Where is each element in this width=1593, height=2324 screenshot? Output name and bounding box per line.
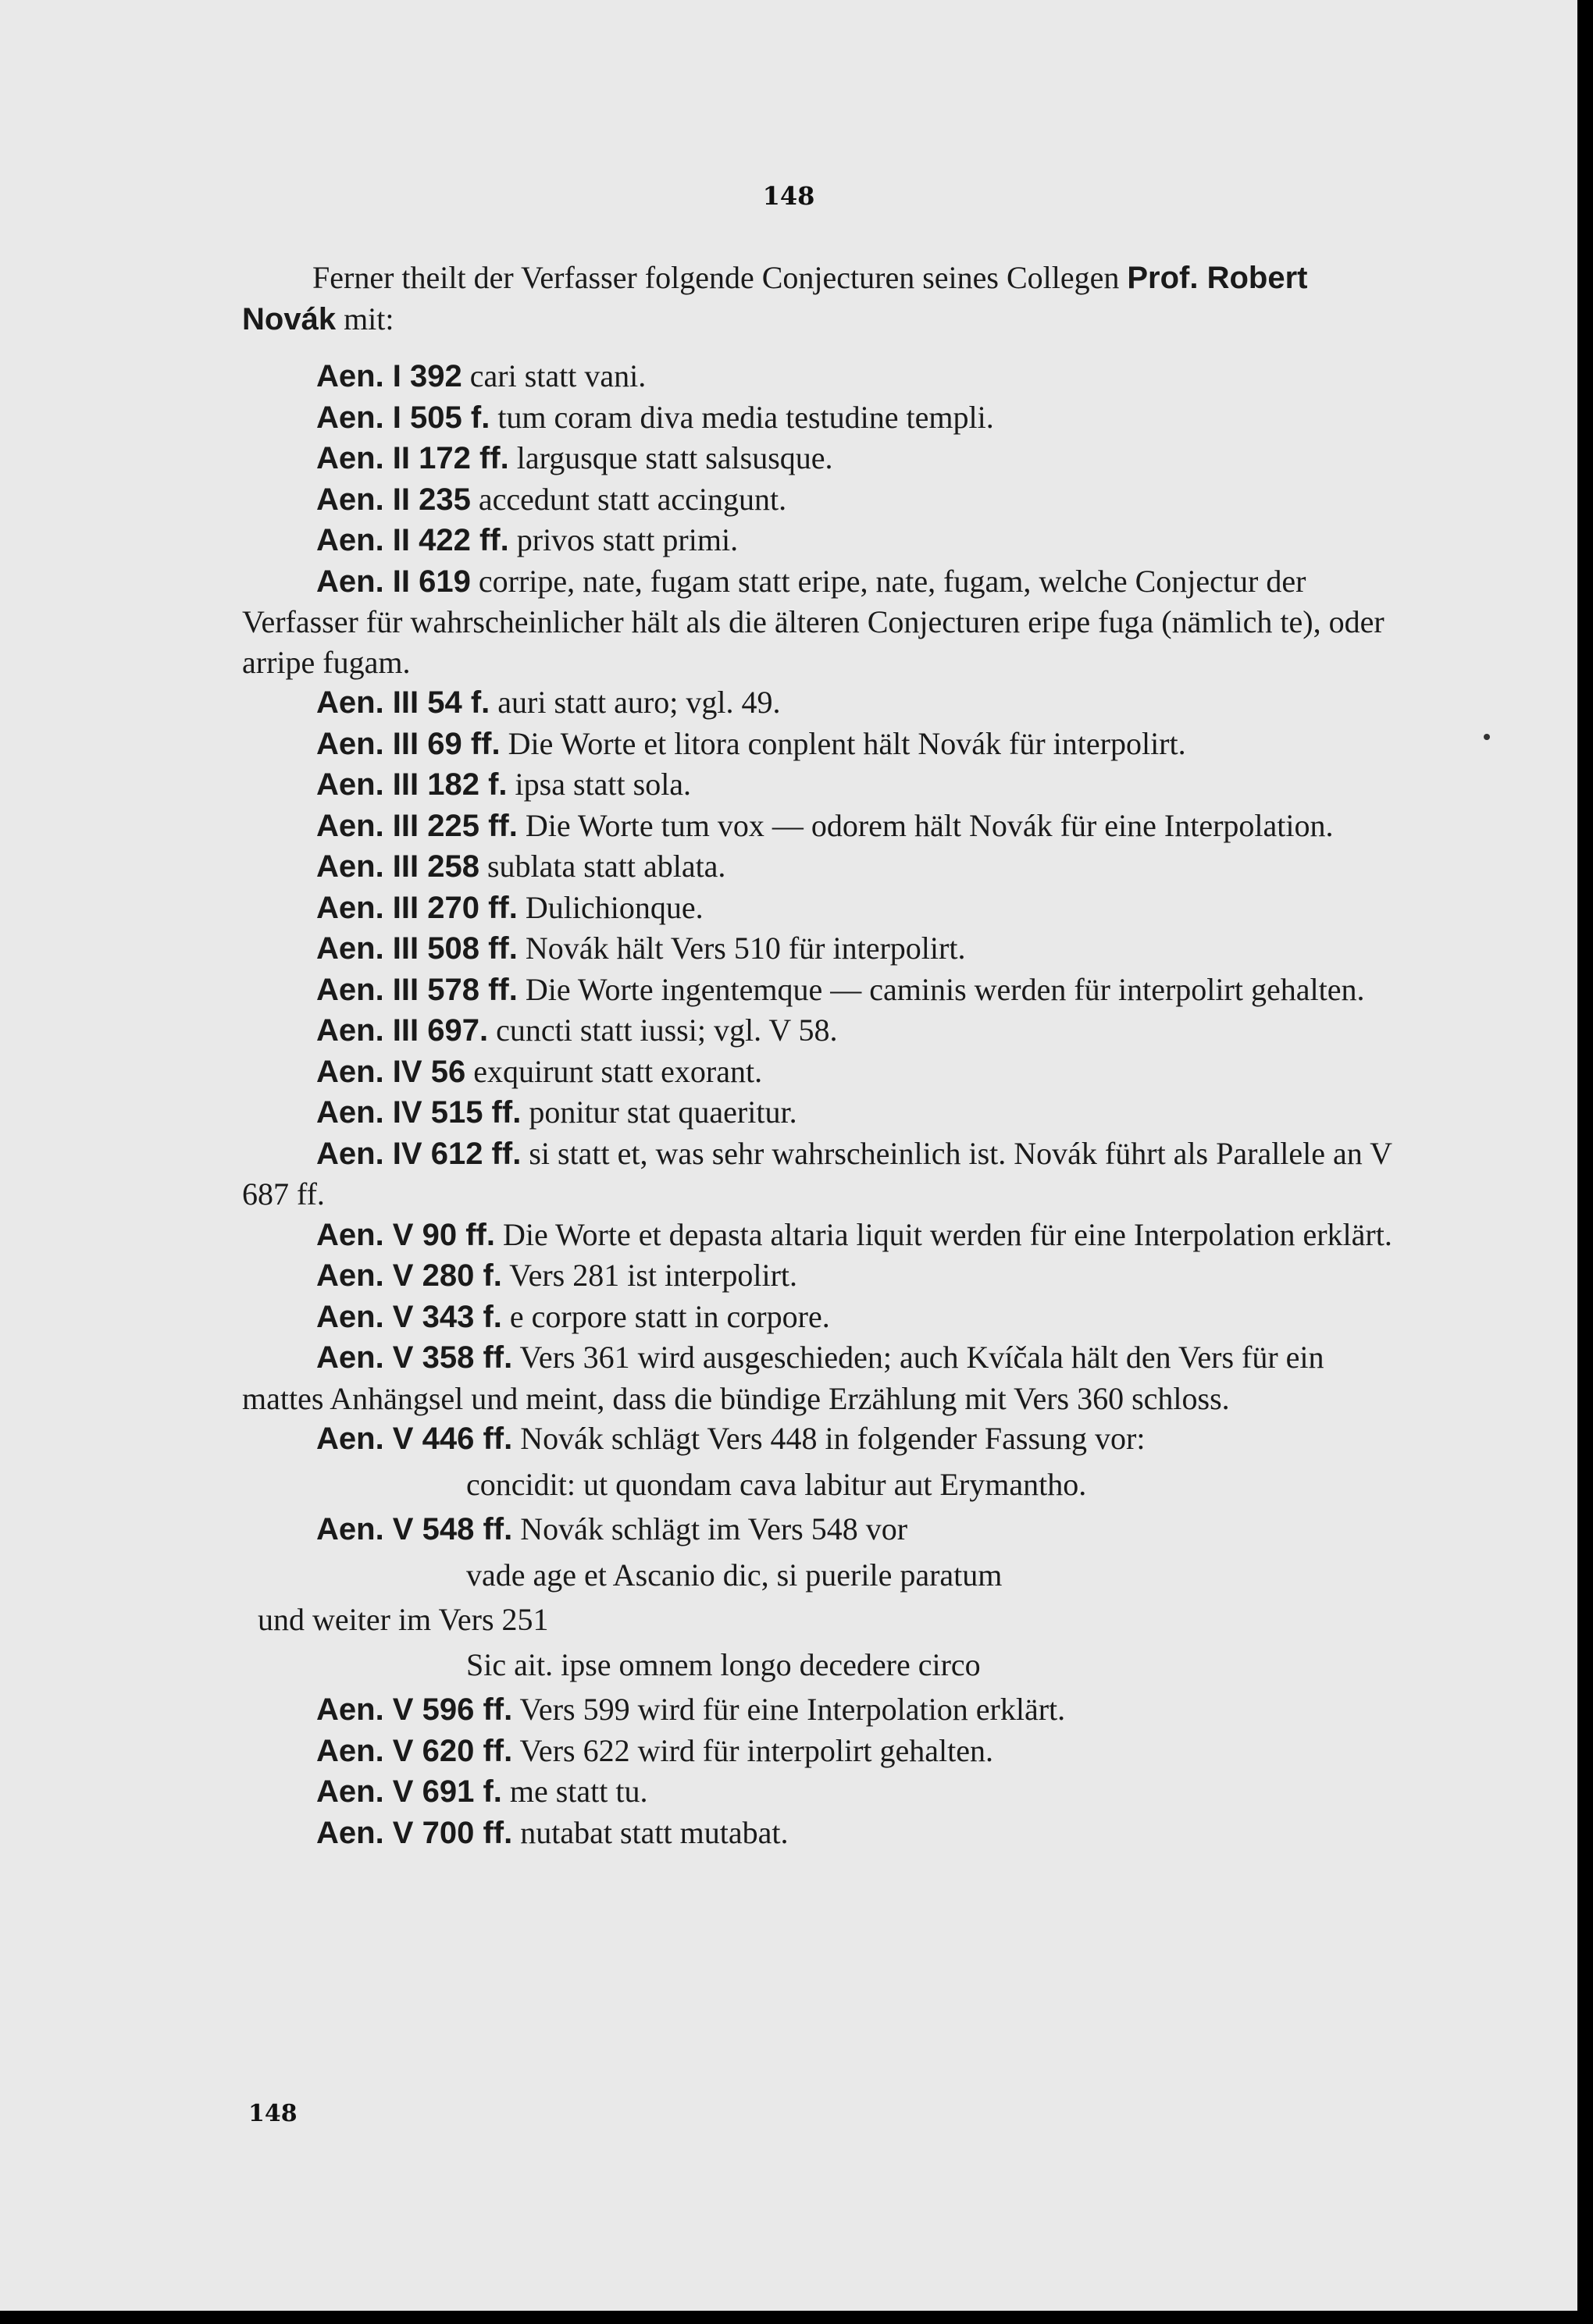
conjecture-entry: [242, 438, 1406, 479]
page-number-bottom: 148: [248, 2100, 298, 2127]
conjecture-text: ipsa statt sola.: [507, 767, 692, 802]
verse-reference: Aen. V 358 ff.: [316, 1340, 513, 1375]
verse-reference: Aen. V 90 ff.: [316, 1217, 495, 1252]
conjecture-text: largusque statt salsusque.: [508, 440, 833, 475]
conjecture-entry: [242, 1509, 1406, 1550]
conjecture-entry: [242, 1731, 1406, 1772]
verse-reference: Aen. V 343 f.: [316, 1299, 502, 1334]
conjecture-text: exquirunt statt exorant.: [465, 1053, 763, 1089]
verse-quote: Sic ait. ipse omnem longo decedere circo: [466, 1646, 981, 1682]
verse-reference: Aen. I 392: [316, 359, 462, 393]
conjecture-entry: [242, 356, 1406, 397]
verse-reference: Aen. III 270 ff.: [316, 890, 518, 925]
conjecture-entry: [242, 682, 1406, 724]
conjecture-text: Vers 622 wird für interpolirt gehalten.: [512, 1732, 993, 1768]
conjecture-text: auri statt auro; vgl. 49.: [490, 685, 781, 720]
verse-reference: Aen. IV 515 ff.: [316, 1095, 522, 1130]
verse-reference: Aen. V 691 f.: [316, 1774, 502, 1809]
margin-dot: [1484, 734, 1490, 740]
conjecture-entry: [242, 1297, 1406, 1338]
verse-reference: Aen. IV 56: [316, 1054, 466, 1089]
intro-paragraph: [242, 258, 1406, 340]
conjecture-text: Die Worte et depasta altaria liquit werden für eine Interpolation erklärt.: [494, 1216, 1392, 1252]
conjecture-entry: [242, 561, 1406, 683]
conjecture-text: accedunt statt accingunt.: [470, 481, 787, 517]
conjecture-entry: [242, 1418, 1406, 1460]
conjecture-entry: [242, 1052, 1406, 1093]
conjecture-text: Die Worte tum vox — odorem hält Novák für eine Interpolation.: [517, 807, 1334, 843]
conjecture-text: Vers 361 wird ausgeschieden; auch Kvíčala hält den Vers für ein mattes Anhängsel und meint, dass die bündige Erzählung mit Vers 360 schloss.: [242, 1340, 1324, 1416]
verse-reference: Aen. III 54 f.: [316, 685, 490, 720]
conjecture-text: Die Worte ingentemque — caminis werden für interpolirt gehalten.: [517, 971, 1365, 1007]
verse-reference: Aen. I 505 f.: [316, 400, 490, 435]
conjecture-entry: [242, 724, 1406, 765]
verse-reference: Aen. V 280 f.: [316, 1258, 502, 1293]
conjecture-entry: [242, 1134, 1406, 1215]
conjecture-text: Die Worte et litora conplent hält Novák für interpolirt.: [500, 725, 1186, 761]
conjecture-text: Dulichionque.: [517, 889, 704, 925]
conjecture-entry: [242, 1092, 1406, 1134]
conjecture-entry: [242, 1337, 1406, 1418]
conjecture-entry: [242, 1255, 1406, 1297]
conjecture-text: tum coram diva media testudine templi.: [490, 399, 994, 435]
conjecture-entry: [242, 970, 1406, 1011]
conjecture-text: nutabat statt mutabat.: [512, 1814, 789, 1850]
conjecture-text: Novák hält Vers 510 für interpolirt.: [517, 931, 966, 966]
conjecture-text: cuncti statt iussi; vgl. V 58.: [488, 1013, 838, 1048]
verse-quote: vade age et Ascanio dic, si puerile paratum: [466, 1557, 1003, 1593]
conjecture-entry: [242, 928, 1406, 970]
conjecture-text: Vers 599 wird für eine Interpolation erklärt.: [512, 1692, 1066, 1727]
conjecture-entry: [242, 846, 1406, 888]
conjecture-entry: [242, 1813, 1406, 1854]
plain-line: und weiter im Vers 251: [258, 1602, 549, 1637]
conjecture-text: ponitur stat quaeritur.: [521, 1094, 797, 1130]
verse-reference: Aen. III 258: [316, 849, 479, 884]
verse-reference: Aen. II 235: [316, 482, 471, 517]
verse-reference: Aen. III 225 ff.: [316, 808, 518, 843]
conjecture-entry: [242, 1215, 1406, 1256]
conjecture-entry: [242, 520, 1406, 561]
verse-reference: Aen. III 578 ff.: [316, 972, 518, 1007]
conjecture-entry: [242, 479, 1406, 521]
conjecture-text: Vers 281 ist interpolirt.: [501, 1258, 797, 1293]
author-name: Prof. Robert Novák: [242, 261, 1308, 336]
conjecture-text: Novák schlägt im Vers 548 vor: [512, 1511, 908, 1546]
conjecture-text: cari statt vani.: [462, 358, 647, 393]
verse-reference: Aen. II 422 ff.: [316, 523, 509, 557]
conjecture-entry: [242, 888, 1406, 929]
verse-reference: Aen. II 172 ff.: [316, 441, 509, 475]
conjecture-entry: [242, 1771, 1406, 1813]
page-number-top: 148: [762, 181, 815, 211]
conjecture-entry: [242, 397, 1406, 439]
verse-reference: Aen. III 69 ff.: [316, 726, 501, 761]
verse-reference: Aen. V 596 ff.: [316, 1692, 513, 1727]
conjecture-text: sublata statt ablata.: [479, 849, 726, 884]
conjecture-text: si statt et, was sehr wahrscheinlich ist. Novák führt als Parallele an V 687 ff.: [242, 1135, 1392, 1212]
conjecture-list-end: [242, 1689, 1406, 1853]
verse-reference: Aen. III 508 ff.: [316, 931, 518, 966]
verse-reference: Aen. V 700 ff.: [316, 1815, 513, 1850]
verse-reference: Aen. III 697.: [316, 1013, 489, 1048]
conjecture-text: me statt tu.: [501, 1774, 648, 1809]
conjecture-entry: [242, 1689, 1406, 1731]
conjecture-text: corripe, nate, fugam statt eripe, nate, fugam, welche Conjectur der Verfasser für wahrscheinlicher hält als die älteren Conjecturen eripe fuga (nämlich te), oder arripe fugam.: [242, 563, 1385, 680]
body-text: [242, 258, 1406, 1853]
conjecture-entry: [242, 806, 1406, 847]
conjecture-text: Novák schlägt Vers 448 in folgender Fassung vor:: [512, 1421, 1146, 1456]
verse-quote: concidit: ut quondam cava labitur aut Erymantho.: [466, 1466, 1087, 1502]
verse-reference: Aen. IV 612 ff.: [316, 1136, 522, 1171]
verse-reference: Aen. II 619: [316, 564, 471, 599]
verse-reference: Aen. V 548 ff.: [316, 1512, 513, 1546]
intro-text: Ferner theilt der Verfasser folgende Conjecturen seines Collegen: [312, 260, 1128, 295]
conjecture-text: e corpore statt in corpore.: [501, 1298, 830, 1334]
conjecture-list: [242, 356, 1406, 1460]
intro-end: mit:: [336, 301, 394, 336]
verse-reference: Aen. V 620 ff.: [316, 1733, 513, 1768]
conjecture-entry: [242, 764, 1406, 806]
conjecture-text: privos statt primi.: [508, 522, 739, 557]
verse-reference: Aen. V 446 ff.: [316, 1422, 513, 1456]
conjecture-entry: [242, 1010, 1406, 1052]
verse-reference: Aen. III 182 f.: [316, 767, 508, 802]
